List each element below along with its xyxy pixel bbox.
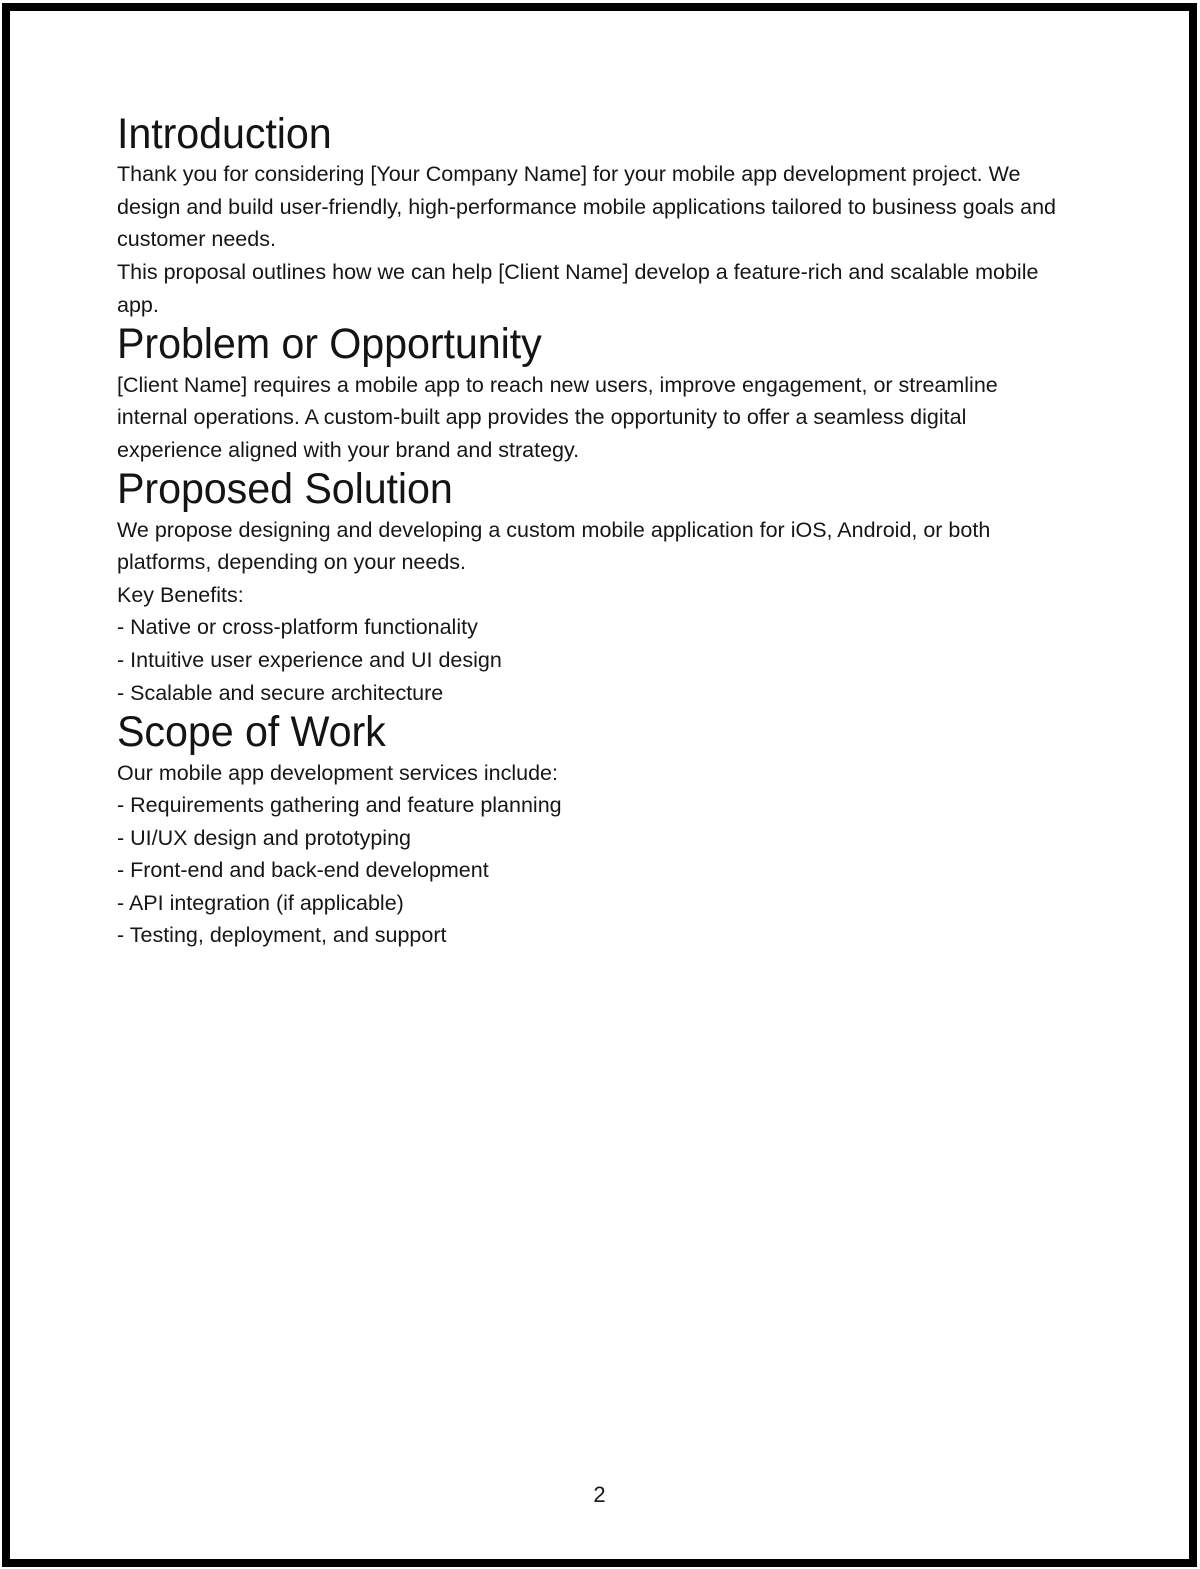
section-heading-problem-or-opportunity: Problem or Opportunity xyxy=(117,320,542,369)
list-item: - Testing, deployment, and support xyxy=(117,923,447,948)
list-item: - API integration (if applicable) xyxy=(117,890,404,915)
paragraph-problem-1: [Client Name] requires a mobile app to reach new users, improve engagement, or streamline internal operations. A custom-built app provides the opportunity to offer a seamless digital experience aligned with your brand and strategy. xyxy=(117,372,998,462)
section-scope-of-work xyxy=(117,709,1067,952)
page-canvas xyxy=(10,11,1189,1559)
page-number: 2 xyxy=(593,1482,606,1507)
section-heading-proposed-solution: Proposed Solution xyxy=(117,465,453,514)
section-problem-or-opportunity xyxy=(117,321,1067,466)
page-content xyxy=(117,111,1067,952)
section-heading-scope-of-work: Scope of Work xyxy=(117,708,386,757)
scope-of-work-list xyxy=(117,789,1067,952)
list-item: - Native or cross-platform functionality xyxy=(117,615,478,640)
section-proposed-solution xyxy=(117,466,1067,709)
paragraph-scope-1: Our mobile app development services include: xyxy=(117,760,558,785)
list-item: - UI/UX design and prototyping xyxy=(117,825,411,850)
list-item: - Scalable and secure architecture xyxy=(117,680,444,705)
key-benefits-list xyxy=(117,611,1067,709)
list-item: - Requirements gathering and feature planning xyxy=(117,793,562,818)
key-benefits-label: Key Benefits: xyxy=(117,582,244,607)
list-item: - Front-end and back-end development xyxy=(117,858,489,883)
paragraph-introduction-2: This proposal outlines how we can help [Client Name] develop a feature-rich and scalable mobile app. xyxy=(117,260,1039,317)
section-introduction xyxy=(117,111,1067,321)
paragraph-introduction-1: Thank you for considering [Your Company Name] for your mobile app development project. We design and build user-friendly, high-performance mobile applications tailored to business goals and customer needs. xyxy=(117,162,1056,252)
list-item: - Intuitive user experience and UI design xyxy=(117,648,502,673)
paragraph-solution-1: We propose designing and developing a custom mobile application for iOS, Android, or both platforms, depending on your needs. xyxy=(117,517,991,575)
section-heading-introduction: Introduction xyxy=(117,110,332,158)
